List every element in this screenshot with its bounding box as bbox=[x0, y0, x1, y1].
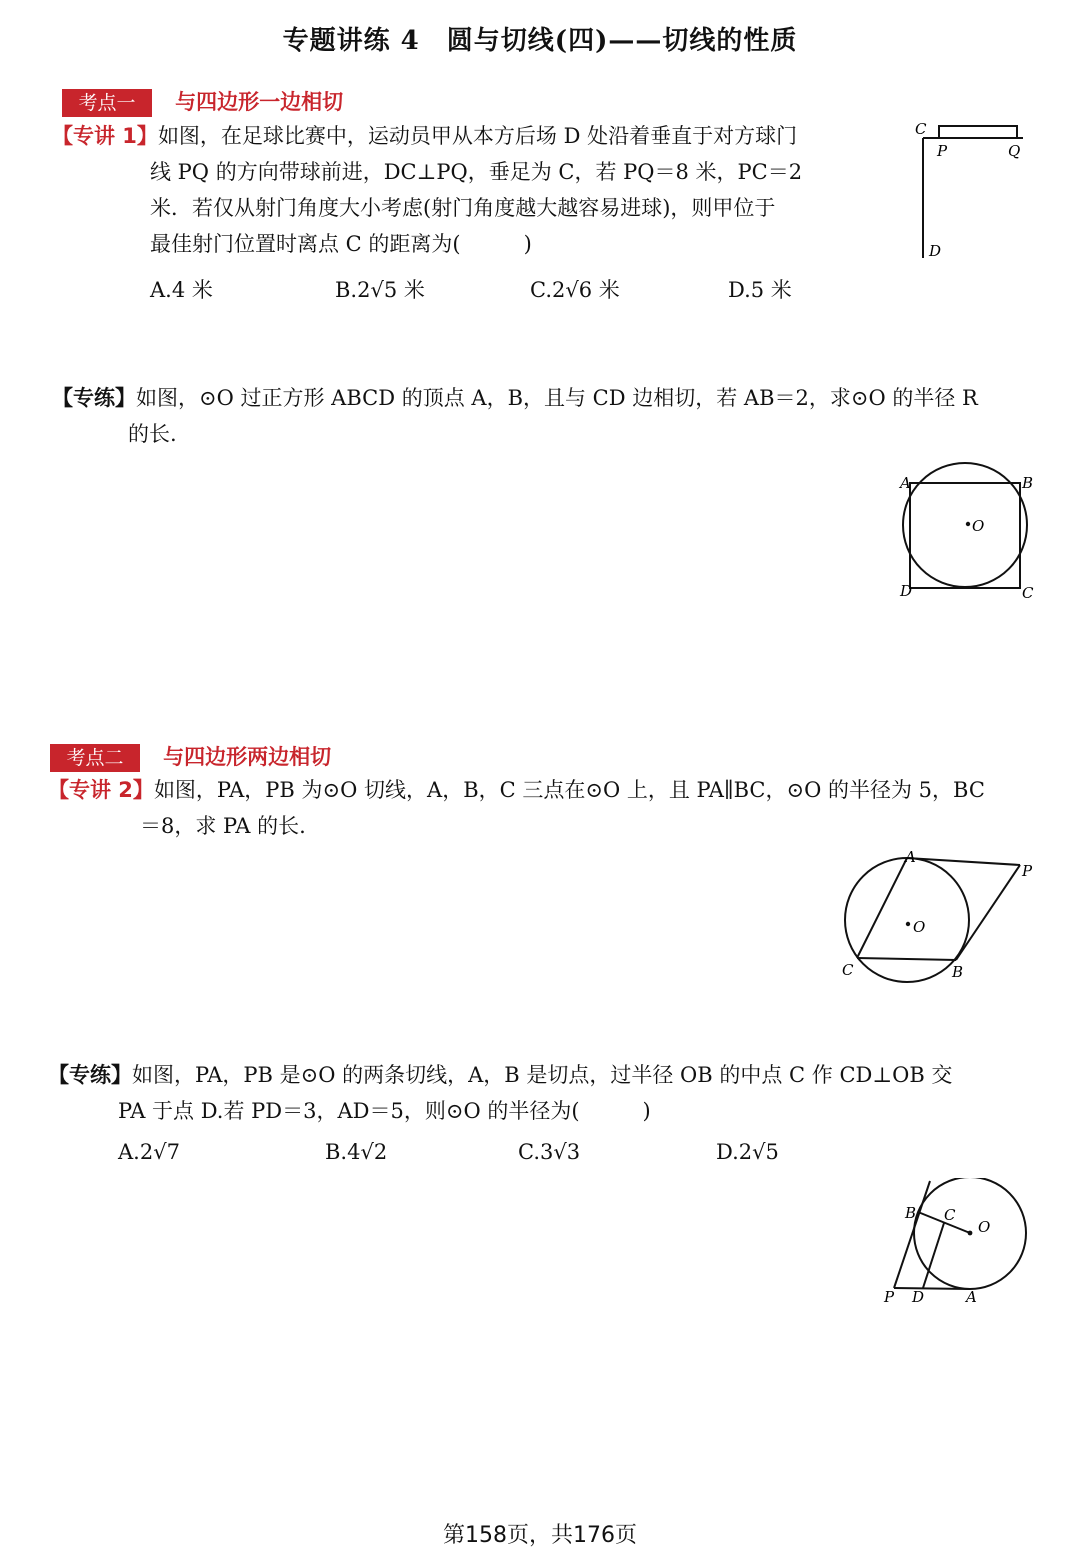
label-b: B bbox=[952, 963, 964, 981]
example-2-line-1: 如图，PA，PB 为⊙O 切线，A，B，C 三点在⊙O 上，且 PA∥BC，⊙O 的半径为 5，BC bbox=[153, 778, 985, 802]
tangent-pa bbox=[894, 1288, 970, 1289]
example-1-option-b: B.2√5 米 bbox=[335, 278, 425, 302]
page-number: 第158页，共176页 bbox=[443, 1523, 637, 1548]
center-o bbox=[906, 922, 910, 926]
example-1-option-c: C.2√6 米 bbox=[530, 278, 620, 302]
practice-2-tag: 【专练】 bbox=[48, 1063, 132, 1087]
label-q: Q bbox=[1008, 142, 1021, 160]
practice-2-line-1: 如图，PA，PB 是⊙O 的两条切线，A，B 是切点，过半径 OB 的中点 C 作 CD⊥OB 交 bbox=[132, 1063, 953, 1087]
goal-rect bbox=[939, 126, 1017, 138]
label-b: B bbox=[1022, 474, 1034, 492]
example-1-line-4: 最佳射门位置时离点 C 的距离为( ) bbox=[150, 232, 532, 256]
segment-cd bbox=[923, 1223, 944, 1288]
label-a: A bbox=[900, 474, 911, 492]
practice-2 bbox=[48, 1057, 1048, 1129]
figure-tangent-parallel bbox=[832, 848, 1042, 988]
example-2-tag: 【专讲 2】 bbox=[48, 778, 154, 802]
label-c: C bbox=[944, 1206, 956, 1224]
figure-tangent-midpoint bbox=[878, 1178, 1038, 1310]
chord-ac bbox=[857, 858, 907, 958]
section-1-title: 与四边形一边相切 bbox=[175, 90, 344, 114]
practice-2-option-c: C.3√3 bbox=[518, 1140, 581, 1164]
example-1 bbox=[52, 118, 892, 262]
practice-2-option-d: D.2√5 bbox=[716, 1140, 779, 1164]
tangent-pb bbox=[894, 1181, 930, 1288]
figure-square-circle bbox=[892, 458, 1042, 603]
example-1-line-2: 线 PQ 的方向带球前进，DC⊥PQ，垂足为 C，若 PQ＝8 米，PC＝2 bbox=[150, 160, 803, 184]
example-1-option-d: D.5 米 bbox=[728, 278, 792, 302]
label-c: C bbox=[915, 120, 927, 138]
tangent-pa bbox=[907, 858, 1020, 865]
page-title: 专题讲练 4 圆与切线(四)——切线的性质 bbox=[282, 26, 798, 56]
label-o: O bbox=[913, 918, 926, 936]
label-a: A bbox=[905, 848, 916, 866]
example-1-line-1: 如图，在足球比赛中，运动员甲从本方后场 D 处沿着垂直于对方球门 bbox=[157, 124, 798, 148]
label-c: C bbox=[1022, 584, 1034, 602]
square-abcd bbox=[910, 483, 1020, 588]
section-2-title: 与四边形两边相切 bbox=[163, 745, 332, 769]
figure-goal-line bbox=[905, 118, 1035, 268]
section-2-header bbox=[50, 741, 331, 772]
section-2-tag: 考点二 bbox=[50, 744, 140, 772]
label-a: A bbox=[966, 1288, 977, 1306]
center-o bbox=[966, 522, 970, 526]
practice-2-option-b: B.4√2 bbox=[325, 1140, 388, 1164]
label-c: C bbox=[842, 961, 854, 979]
practice-1 bbox=[52, 380, 1042, 452]
section-1-header bbox=[62, 86, 343, 117]
label-o: O bbox=[972, 517, 985, 535]
label-d: D bbox=[929, 242, 942, 260]
label-d: D bbox=[900, 582, 913, 600]
label-d: D bbox=[912, 1288, 925, 1306]
practice-1-tag: 【专练】 bbox=[52, 386, 136, 410]
practice-1-line-2: 的长. bbox=[128, 422, 177, 446]
label-p: P bbox=[884, 1288, 895, 1306]
chord-bc bbox=[857, 958, 956, 960]
practice-1-line-1: 如图，⊙O 过正方形 ABCD 的顶点 A，B，且与 CD 边相切，若 AB＝2，求⊙O 的半径 R bbox=[136, 386, 978, 410]
label-p: P bbox=[937, 142, 948, 160]
example-1-tag: 【专讲 1】 bbox=[52, 124, 158, 148]
example-1-line-3: 米．若仅从射门角度大小考虑(射门角度越大越容易进球)，则甲位于 bbox=[150, 196, 776, 220]
center-o bbox=[968, 1231, 973, 1236]
section-1-tag: 考点一 bbox=[62, 89, 152, 117]
example-2 bbox=[48, 772, 1048, 844]
example-2-line-2: ＝8，求 PA 的长. bbox=[140, 814, 306, 838]
example-1-option-a: A.4 米 bbox=[150, 278, 213, 302]
practice-2-option-a: A.2√7 bbox=[118, 1140, 180, 1164]
tangent-pb bbox=[956, 865, 1020, 960]
circle-o bbox=[903, 463, 1027, 587]
label-b: B bbox=[905, 1204, 917, 1222]
circle-o bbox=[845, 858, 969, 982]
label-o: O bbox=[978, 1218, 991, 1236]
practice-2-line-2: PA 于点 D.若 PD＝3，AD＝5，则⊙O 的半径为( ) bbox=[118, 1099, 651, 1123]
label-p: P bbox=[1022, 862, 1033, 880]
